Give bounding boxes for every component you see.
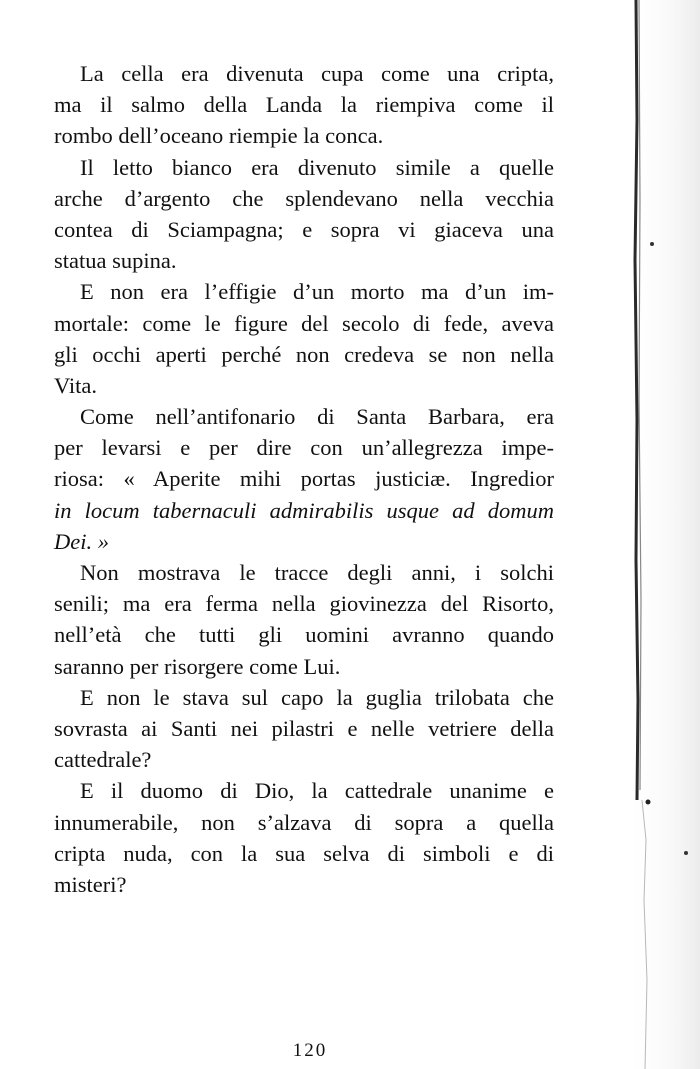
text-line: Dei. » xyxy=(54,528,109,554)
text-line: nell’età che tutti gli uomini avranno quando xyxy=(54,622,554,648)
text-line: per levarsi e per dire con un’allegrezza impe- xyxy=(54,435,554,461)
text-line: innumerabile, non s’alzava di sopra a quella xyxy=(54,809,554,835)
text-line: saranno per risorgere come Lui. xyxy=(54,653,341,679)
text-line: La cella era divenuta cupa come una cripta, xyxy=(80,61,554,86)
body-text xyxy=(54,58,554,900)
text-line: rombo dell’oceano riempie la conca. xyxy=(54,123,384,149)
text-line: E il duomo di Dio, la cattedrale unanime e xyxy=(80,778,554,804)
text-line: contea di Sciampagna; e sopra vi giaceva una xyxy=(54,216,554,242)
page-number: 120 xyxy=(292,1040,328,1061)
text-line: statua supina. xyxy=(54,248,177,274)
text-line: Il letto bianco era divenuto simile a quelle xyxy=(80,154,554,180)
text-line: sovrasta ai Santi nei pilastri e nelle vetriere della xyxy=(54,715,554,741)
text-line: ma il salmo della Landa la riempiva come il xyxy=(54,92,554,118)
text-line: arche d’argento che splendevano nella vecchia xyxy=(54,185,554,211)
text-line: Vita. xyxy=(54,372,98,398)
binding-edge-shadow xyxy=(624,0,700,1069)
text-line: gli occhi aperti perché non credeva se non nella xyxy=(54,341,554,367)
text-line: mortale: come le figure del secolo di fede, aveva xyxy=(54,310,554,336)
text-line: senili; ma era ferma nella giovinezza del Risorto, xyxy=(54,591,554,617)
text-line: in locum tabernaculi admirabilis usque ad domum xyxy=(54,497,554,523)
text-line: Non mostrava le tracce degli anni, i solchi xyxy=(80,560,554,585)
text-line: E non le stava sul capo la guglia trilobata che xyxy=(80,684,554,710)
text-line: cripta nuda, con la sua selva di simboli e di xyxy=(54,840,554,866)
text-line: cattedrale? xyxy=(54,747,152,773)
text-line: misteri? xyxy=(54,871,127,897)
text-line: E non era l’effigie d’un morto ma d’un im- xyxy=(80,279,554,305)
text-line: riosa: « Aperite mihi portas justiciæ. Ingredior xyxy=(54,466,554,492)
text-line: Come nell’antifonario di Santa Barbara, era xyxy=(80,404,554,430)
